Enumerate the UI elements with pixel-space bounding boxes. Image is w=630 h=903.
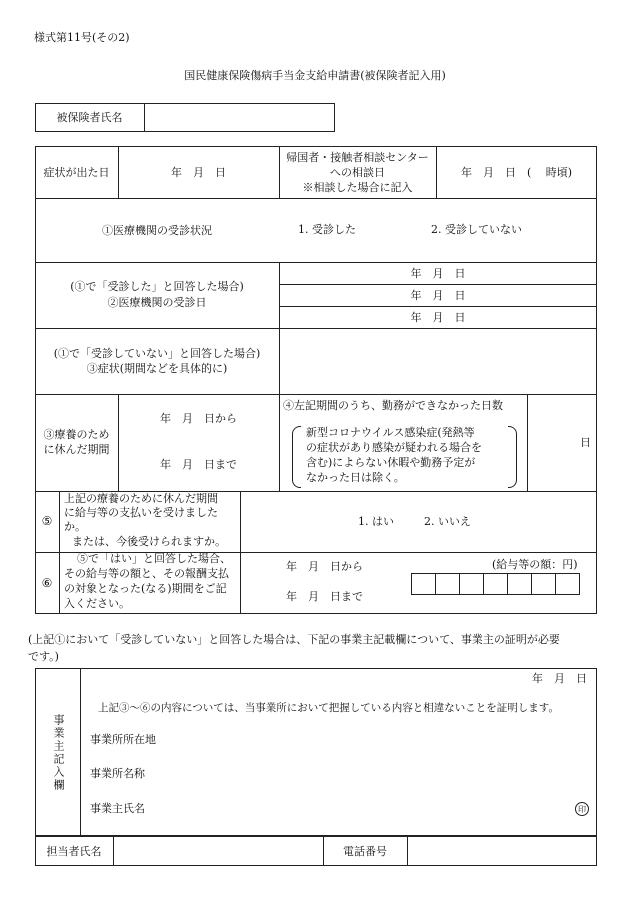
employer-address-label: 事業所所在地 [90, 733, 156, 746]
phone-label: 電話番号 [343, 844, 387, 858]
phone-field[interactable] [408, 837, 596, 865]
days-note-2: の症状があり感染が疑われる場合を [306, 441, 482, 454]
q6-text-4: 入ください。 [64, 597, 130, 610]
visit-date-field-1[interactable]: 年 月 日 [410, 266, 466, 280]
symptom-date-label: 症状が出た日 [43, 165, 110, 179]
q5-text-4: または、今後受けられますか。 [72, 535, 226, 548]
rest-period-label-1: ③療養のため [43, 428, 110, 441]
days-unit: 日 [580, 436, 591, 449]
amount-digit-7[interactable] [555, 573, 580, 595]
symptom-field[interactable] [280, 329, 596, 393]
rest-period-label-2: に休んだ期間 [43, 443, 110, 456]
symptom-date-field[interactable]: 年 月 日 [171, 165, 226, 179]
consult-label-1: 帰国者・接触者相談センター [286, 151, 429, 164]
form-number: 様式第11号(その2) [34, 31, 130, 44]
q5-option-no[interactable]: 2. いいえ [424, 515, 471, 528]
person-in-charge-field[interactable] [114, 837, 322, 865]
days-note-3: 含む)によらない休暇や勤務予定が [306, 456, 476, 469]
visit-date-condition: (①で「受診した」と回答した場合) [70, 280, 244, 293]
amount-digit-5[interactable] [507, 573, 532, 595]
employer-name-label: 事業主氏名 [90, 802, 145, 815]
amount-digit-6[interactable] [531, 573, 556, 595]
visit-option-yes[interactable]: 1. 受診した [298, 223, 356, 236]
seal-mark: 印 [575, 802, 589, 816]
q5-text-2: に給与等の支払いを受けました [64, 506, 218, 519]
insured-name-label: 被保険者氏名 [56, 111, 123, 124]
q5-text-3: か。 [64, 520, 86, 533]
visit-date-field-2[interactable]: 年 月 日 [410, 288, 466, 302]
q6-text-1: ⑤で「はい」と回答した場合、 [77, 552, 231, 565]
amount-digit-3[interactable] [459, 573, 484, 595]
consult-date-field[interactable]: 年 月 日 ( 時頃) [460, 165, 573, 179]
q6-period-from[interactable]: 年 月 日から [286, 560, 363, 573]
rest-period-from[interactable]: 年 月 日から [160, 412, 237, 425]
note-bracket-right [508, 426, 517, 488]
visit-option-no[interactable]: 2. 受診していない [431, 223, 522, 236]
insured-name-field[interactable] [145, 104, 334, 131]
days-note-4: なかった日は除く。 [306, 471, 405, 484]
employer-date[interactable]: 年 月 日 [532, 672, 587, 685]
q5-text-1: 上記の療養のために休んだ期間 [64, 492, 218, 505]
days-unable-label: ④左記期間のうち、勤務ができなかった日数 [283, 399, 503, 412]
q6-text-3: の対象となった(なる)期間をご記 [64, 582, 227, 595]
employer-note-1: (上記①において「受診していない」と回答した場合は、下記の事業主記載欄について、事業主の証明が必要 [28, 633, 560, 646]
amount-digit-2[interactable] [435, 573, 460, 595]
symptom-condition: (①で「受診していない」と回答した場合) [53, 347, 261, 360]
symptom-label: ③症状(期間などを具体的に) [86, 362, 228, 375]
q6-period-to[interactable]: 年 月 日まで [286, 590, 363, 603]
q6-amount-label: (給与等の額：円) [492, 558, 578, 571]
q6-text-2: その給与等の額と、その報酬支払 [64, 567, 229, 580]
employer-certify-text: 上記③～⑥の内容については、当事業所において把握している内容と相違ないことを証明します。 [98, 702, 559, 714]
q5-option-yes[interactable]: 1. はい [358, 515, 394, 528]
person-in-charge-label: 担当者氏名 [46, 844, 102, 858]
page-title: 国民健康保険傷病手当金支給申請書(被保険者記入用) [184, 69, 446, 82]
visit-date-field-3[interactable]: 年 月 日 [410, 310, 466, 324]
days-note-1: 新型コロナウイルス感染症(発熱等 [306, 426, 475, 439]
consult-label-3: ※相談した場合に記入 [302, 181, 413, 194]
q5-number: ⑤ [41, 514, 53, 528]
visit-status-label: ①医療機関の受診状況 [102, 223, 212, 237]
visit-date-label: ②医療機関の受診日 [107, 296, 207, 309]
amount-digit-1[interactable] [411, 573, 436, 595]
employer-section-label: 事業主記入欄 [52, 714, 65, 792]
q6-number: ⑥ [41, 575, 53, 590]
amount-digit-4[interactable] [483, 573, 508, 595]
employer-office-label: 事業所名称 [90, 767, 145, 780]
rest-period-to[interactable]: 年 月 日まで [160, 458, 237, 471]
consult-label-2: への相談日 [330, 166, 385, 179]
employer-note-2: です。) [28, 650, 59, 663]
note-bracket-left [292, 426, 301, 488]
